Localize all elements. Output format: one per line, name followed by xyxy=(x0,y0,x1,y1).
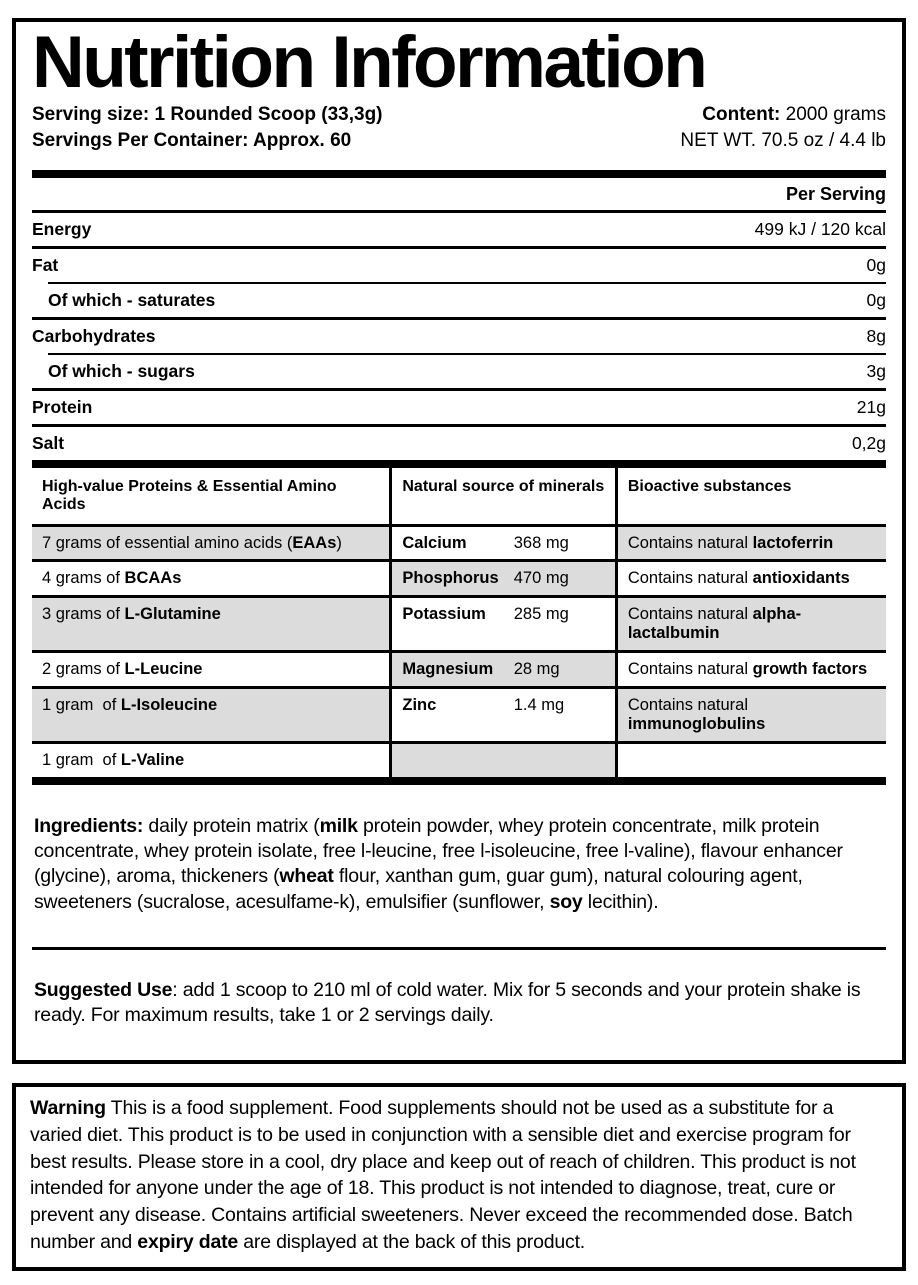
nutrition-row-carbohydrates xyxy=(32,317,886,353)
bioactive-term: alpha-lactalbumin xyxy=(627,605,802,643)
bioactive-text: Contains natural xyxy=(627,696,748,715)
mineral-cell xyxy=(392,686,617,741)
bioactive-cell xyxy=(618,686,886,741)
nutrient-label: Salt xyxy=(32,432,65,453)
nutrition-row-saturates xyxy=(48,282,886,317)
panel-title: Nutrition Information xyxy=(32,22,706,103)
nutrition-panel xyxy=(12,18,906,1064)
bioactive-text: Contains natural xyxy=(627,605,753,624)
nutrient-value: 0g xyxy=(866,254,886,275)
mineral-name: Phosphorus xyxy=(402,569,499,588)
amino-text: 4 grams of xyxy=(42,569,125,588)
amino-cell xyxy=(32,559,392,595)
detail-header-amino: High-value Proteins & Essential Amino Acids xyxy=(32,468,392,524)
mineral-cell xyxy=(392,595,617,650)
mineral-name: Potassium xyxy=(402,605,486,624)
serving-size-text: Serving size: 1 Rounded Scoop (33,3g) xyxy=(32,104,383,126)
mineral-amount: 1.4 mg xyxy=(513,696,565,715)
nutrient-value: 0g xyxy=(866,289,886,310)
nutrient-label: Of which - sugars xyxy=(48,360,195,381)
nutrition-row-energy xyxy=(32,210,886,246)
nutrient-label: Of which - saturates xyxy=(48,289,216,310)
mineral-name: Magnesium xyxy=(402,660,494,679)
nutrient-label: Fat xyxy=(32,254,59,275)
detail-header-bioactive: Bioactive substances xyxy=(627,477,792,495)
mineral-name: Zinc xyxy=(402,696,437,715)
thick-divider-bar xyxy=(32,170,886,178)
amino-text: 1 gram of xyxy=(42,696,121,715)
bioactive-term: growth factors xyxy=(752,660,868,679)
nutrition-row-protein xyxy=(32,388,886,424)
nutrient-label: Energy xyxy=(32,218,92,239)
content-label: Content: xyxy=(702,104,781,126)
bioactive-term: immunoglobulins xyxy=(627,715,766,734)
amino-cell xyxy=(32,595,392,650)
nutrient-value: 499 kJ / 120 kcal xyxy=(754,218,886,239)
bioactive-text: Contains natural xyxy=(627,533,753,552)
bioactive-text: Contains natural xyxy=(627,569,753,588)
nutrition-row-fat xyxy=(32,246,886,282)
net-weight-text: NET WT. 70.5 oz / 4.4 lb xyxy=(680,130,886,152)
nutrient-value: 21g xyxy=(856,396,886,417)
mineral-amount: 368 mg xyxy=(513,533,569,552)
nutrient-value: 0,2g xyxy=(851,432,886,453)
amino-text: ) xyxy=(336,533,342,552)
bioactive-cell xyxy=(618,524,886,560)
bioactive-term: lactoferrin xyxy=(752,533,834,552)
amino-term: BCAAs xyxy=(124,569,182,588)
amino-term: L-Glutamine xyxy=(124,605,221,624)
mineral-cell xyxy=(392,650,617,686)
amino-term: L-Isoleucine xyxy=(120,696,218,715)
nutrition-row-salt xyxy=(32,424,886,460)
warning-paragraph: Warning This is a food supplement. Food supplements should not be used as a substitute for a varied diet. This product is to be used in conjunction with a sensible diet and exercise program for best results. Please store in a cool, dry place and keep out of reach of children. This product is not intended for anyone under the age of 18. This product is not intended to diagnose, treat, cure or prevent any disease. Contains artificial sweeteners. Never exceed the recommended dose. Batch number and expiry date are displayed at the back of this product. xyxy=(30,1097,856,1253)
nutrient-label: Protein xyxy=(32,396,93,417)
mineral-amount: 470 mg xyxy=(513,569,569,588)
amino-text: 2 grams of xyxy=(42,660,125,679)
mineral-cell xyxy=(392,524,617,560)
mineral-cell-empty xyxy=(392,741,617,777)
amino-cell xyxy=(32,650,392,686)
bioactive-term: antioxidants xyxy=(752,569,850,588)
mineral-cell xyxy=(392,559,617,595)
amino-cell xyxy=(32,686,392,741)
warning-panel xyxy=(12,1083,906,1270)
ingredients-paragraph: Ingredients: daily protein matrix (milk protein powder, whey protein concentrate, milk protein concentrate, whey protein isolate, free l-leucine, free l-isoleucine, free l-valine), flavour enhancer (glycine), aroma, thickeners (wheat flour, xanthan gum, guar gum), natural colouring agent, sweeteners (sucralose, acesulfame-k), emulsifier (sunflower, soy lecithin). xyxy=(34,814,843,913)
serving-info xyxy=(32,102,383,153)
bioactive-cell xyxy=(618,559,886,595)
suggested-use-paragraph: Suggested Use: add 1 scoop to 210 ml of cold water. Mix for 5 seconds and your protein shake is ready. For maximum results, take 1 or 2 servings daily. xyxy=(34,979,861,1027)
content-text xyxy=(680,102,886,128)
amino-term: L-Leucine xyxy=(124,660,203,679)
servings-per-container-text: Servings Per Container: Approx. 60 xyxy=(32,130,352,152)
nutrient-value: 3g xyxy=(866,360,886,381)
amino-term: L-Valine xyxy=(120,751,185,770)
bioactive-cell-empty xyxy=(618,741,886,777)
bioactive-text: Contains natural xyxy=(627,660,753,679)
amino-cell xyxy=(32,524,392,560)
per-serving-column-header: Per Serving xyxy=(785,183,886,204)
detail-header-minerals: Natural source of minerals xyxy=(392,468,617,524)
amino-text: 7 grams of essential amino acids ( xyxy=(42,533,293,552)
amino-term: EAAs xyxy=(292,533,337,552)
amino-cell xyxy=(32,741,392,777)
nutrient-value: 8g xyxy=(866,325,886,346)
bioactive-cell xyxy=(618,650,886,686)
amino-text: 3 grams of xyxy=(42,605,125,624)
mineral-name: Calcium xyxy=(402,533,467,552)
mineral-amount: 28 mg xyxy=(513,660,560,679)
content-info xyxy=(680,102,886,153)
bioactive-cell xyxy=(618,595,886,650)
section-divider xyxy=(32,947,886,950)
mineral-amount: 285 mg xyxy=(513,605,569,624)
detail-table xyxy=(32,460,886,786)
label-header xyxy=(32,102,886,153)
content-value: 2000 grams xyxy=(785,104,886,126)
amino-text: 1 gram of xyxy=(42,751,121,770)
nutrient-label: Carbohydrates xyxy=(32,325,156,346)
nutrition-row-sugars xyxy=(48,353,886,388)
